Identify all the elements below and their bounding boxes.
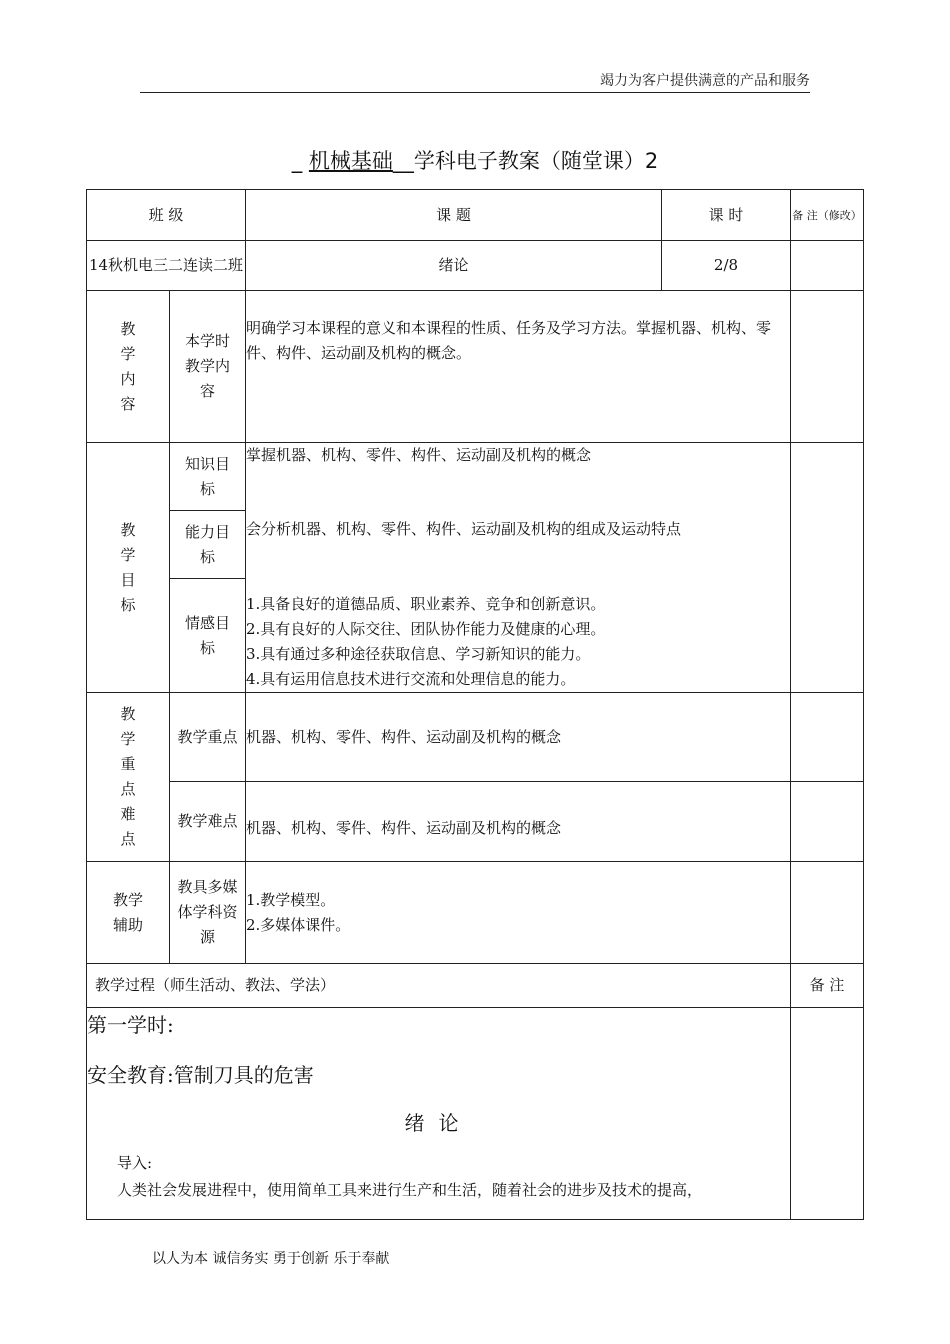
lesson-plan-table xyxy=(86,189,864,1220)
knowledge-goal-text: 掌握机器、机构、零件、构件、运动副及机构的概念 xyxy=(246,446,592,464)
aid-remarks-cell xyxy=(791,862,864,964)
emotion-goal-label: 情感目标 xyxy=(170,579,246,693)
goals-text-cell xyxy=(246,443,791,693)
hours-value: 2/8 xyxy=(662,241,791,291)
content-row xyxy=(87,291,864,443)
process-content xyxy=(87,1008,791,1220)
info-remarks-cell xyxy=(791,241,864,291)
topic-label: 课 题 xyxy=(246,190,662,241)
emotion-goal-item: 2.具有良好的人际交往、团队协作能力及健康的心理。 xyxy=(246,620,606,638)
key-point-row xyxy=(87,693,864,782)
header-row xyxy=(87,190,864,241)
header-slogan: 竭力为客户提供满意的产品和服务 xyxy=(140,70,810,93)
aid-sub-label: 教具多媒体学科资源 xyxy=(170,862,246,964)
emotion-goal-item: 3.具有通过多种途径获取信息、学习新知识的能力。 xyxy=(246,645,591,663)
content-text: 明确学习本课程的意义和本课程的性质、任务及学习方法。掌握机器、机构、零件、构件、运动副及机构的概念。 xyxy=(246,291,791,443)
content-sub-label: 本学时教学内容 xyxy=(170,291,246,443)
topic-value: 绪论 xyxy=(246,241,662,291)
knowledge-goal-row xyxy=(87,443,864,511)
remarks-label: 备 注（修改） xyxy=(791,190,864,241)
info-row xyxy=(87,241,864,291)
title-suffix: __学科电子教案（随堂课）2 xyxy=(392,149,659,173)
aid-row xyxy=(87,862,864,964)
title-subject: 机械基础 xyxy=(308,149,393,173)
key-point-text: 机器、机构、零件、构件、运动副及机构的概念 xyxy=(246,693,791,782)
class-value: 14秋机电三二连读二班 xyxy=(87,241,246,291)
process-line-first-period: 第一学时: xyxy=(87,1013,174,1037)
process-remarks-cell xyxy=(791,1008,864,1220)
goals-remarks-cell xyxy=(791,443,864,693)
process-heading: 绪论 xyxy=(404,1111,473,1135)
difficult-point-text: 机器、机构、零件、构件、运动副及机构的概念 xyxy=(246,782,791,862)
document-title xyxy=(0,145,950,175)
key-remarks-cell xyxy=(791,693,864,782)
emotion-goal-item: 1.具备良好的道德品质、职业素养、竞争和创新意识。 xyxy=(246,595,606,613)
goals-section-label: 教学目标 xyxy=(87,443,170,693)
difficult-point-label: 教学难点 xyxy=(170,782,246,862)
knowledge-goal-label: 知识目标 xyxy=(170,443,246,511)
difficult-remarks-cell xyxy=(791,782,864,862)
aid-item: 2.多媒体课件。 xyxy=(246,915,351,934)
hours-label: 课 时 xyxy=(662,190,791,241)
ability-goal-label: 能力目标 xyxy=(170,511,246,579)
process-paragraph: 人类社会发展进程中，使用简单工具来进行生产和生活，随着社会的进步及技术的提高， xyxy=(117,1181,703,1199)
emotion-goal-list xyxy=(246,542,790,692)
process-line-safety: 安全教育:管制刀具的危害 xyxy=(87,1063,314,1087)
process-header-row xyxy=(87,964,864,1008)
process-header-label: 教学过程（师生活动、教法、学法） xyxy=(87,964,791,1008)
key-point-label: 教学重点 xyxy=(170,693,246,782)
process-remarks-label: 备 注 xyxy=(791,964,864,1008)
process-row xyxy=(87,1008,864,1220)
process-intro-label: 导入: xyxy=(117,1154,153,1172)
class-label: 班 级 xyxy=(87,190,246,241)
content-section-label: 教学内容 xyxy=(87,291,170,443)
emotion-goal-item: 4.具有运用信息技术进行交流和处理信息的能力。 xyxy=(246,670,576,688)
aid-list xyxy=(246,862,791,964)
ability-goal-text: 会分析机器、机构、零件、构件、运动副及机构的组成及运动特点 xyxy=(246,520,682,538)
difficult-point-row xyxy=(87,782,864,862)
aid-item: 1.教学模型。 xyxy=(246,890,336,909)
key-section-label: 教学重点难点 xyxy=(87,693,170,862)
content-remarks-cell xyxy=(791,291,864,443)
footer-slogan: 以人为本 诚信务实 勇于创新 乐于奉献 xyxy=(152,1251,390,1267)
title-prefix: _ xyxy=(291,149,309,173)
aid-section-label: 教学辅助 xyxy=(87,862,170,964)
